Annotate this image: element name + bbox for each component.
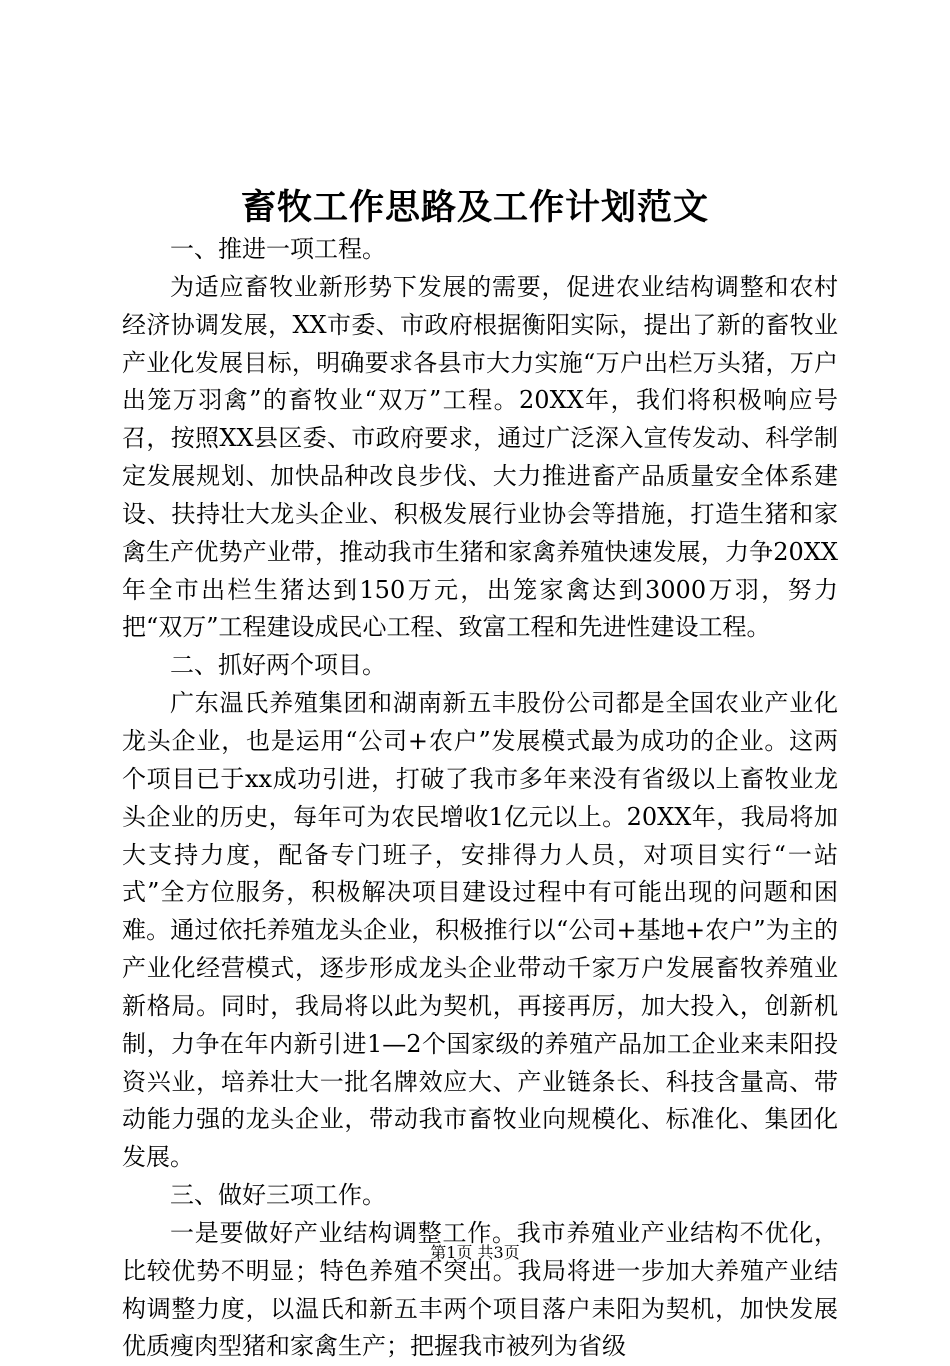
- body-paragraph-2: 广东温氏养殖集团和湖南新五丰股份公司都是全国农业产业化龙头企业，也是运用“公司+农户”发展模式最为成功的企业。这两个项目已于xx成功引进，打破了我市多年来没有省级以上畜牧业龙头企业的历史，每年可为农民增收1亿元以上。20XX年，我局将加大支持力度，配备专门班子，安排得力人员，对项目实行“一站式”全方位服务，积极解决项目建设过程中有可能出现的问题和困难。通过依托养殖龙头企业，积极推行以“公司+基地+农户”为主的产业化经营模式，逐步形成龙头企业带动千家万户发展畜牧养殖业新格局。同时，我局将以此为契机，再接再厉，加大投入，创新机制，力争在年内新引进1—2个国家级的养殖产品加工企业来耒阳投资兴业，培养壮大一批名牌效应大、产业链条长、科技含量高、带动能力强的龙头企业，带动我市畜牧业向规模化、标准化、集团化发展。: [122, 689, 838, 1172]
- section-heading-2: 二、抓好两个项目。: [170, 651, 386, 680]
- body-paragraph-1: 为适应畜牧业新形势下发展的需要，促进农业结构调整和农村经济协调发展，XX市委、市政府根据衡阳实际，提出了新的畜牧业产业化发展目标，明确要求各县市大力实施“万户出栏万头猪，万户出笼万羽禽”的畜牧业“双万”工程。20XX年，我们将积极响应号召，按照XX县区委、市政府要求，通过广泛深入宣传发动、科学制定发展规划、加快品种改良步伐、大力推进畜产品质量安全体系建设、扶持壮大龙头企业、积极发展行业协会等措施，打造生猪和家禽生产优势产业带，推动我市生猪和家禽养殖快速发展，力争20XX年全市出栏生猪达到150万元，出笼家禽达到3000万羽，努力把“双万”工程建设成民心工程、致富工程和先进性建设工程。: [122, 272, 838, 642]
- document-body: [122, 231, 838, 1366]
- document-title: 畜牧工作思路及工作计划范文: [240, 187, 709, 228]
- section-heading-1: 一、推进一项工程。: [170, 235, 386, 263]
- page-number-footer: 第1页 共3页: [430, 1243, 520, 1262]
- body-paragraph-3: 一是要做好产业结构调整工作。我市养殖业产业结构不优化，比较优势不明显；特色养殖不突出。我局将进一步加大养殖产业结构调整力度，以温氏和新五丰两个项目落户耒阳为契机，加快发展优质瘦肉型猪和家禽生产；把握我市被列为省级: [122, 1218, 838, 1361]
- section-heading-3: 三、做好三项工作。: [170, 1181, 386, 1210]
